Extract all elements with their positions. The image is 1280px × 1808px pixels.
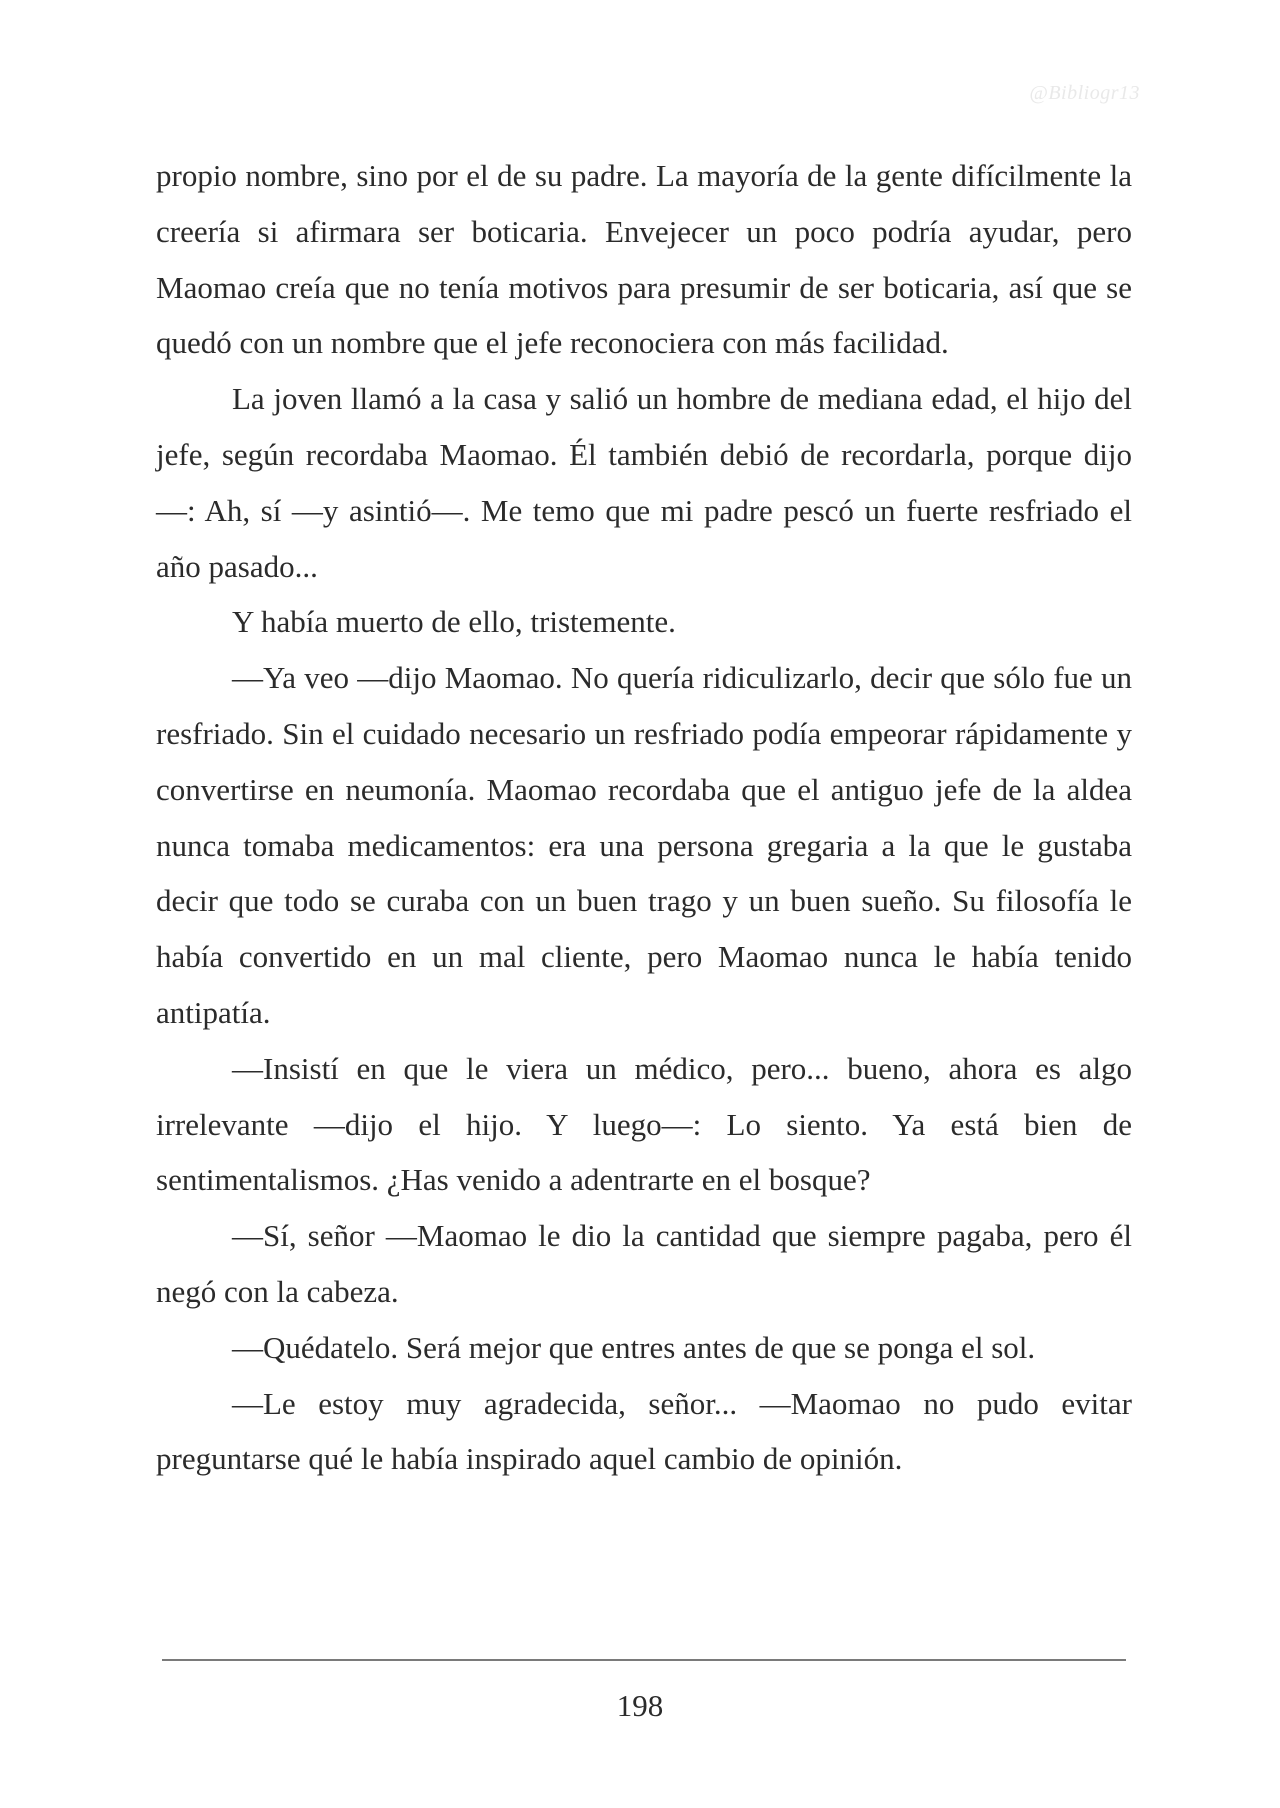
paragraph: —Ya veo —dijo Maomao. No quería ridiculizarlo, decir que sólo fue un resfriado. Sin el cuidado necesario un resfriado podía empeorar rápidamente y convertirse en neumonía. Maomao recordaba que el antiguo jefe de la aldea nunca tomaba medicamentos: era una persona gregaria a la que le gustaba decir que todo se curaba con un buen trago y un buen sueño. Su filosofía le había convertido en un mal cliente, pero Maomao nunca le había tenido antipatía. [156,660,1132,1030]
paragraph: —Quédatelo. Será mejor que entres antes de que se ponga el sol. [232,1329,1036,1365]
paragraph: —Insistí en que le viera un médico, pero... bueno, ahora es algo irrelevante —dijo el hijo. Y luego—: Lo siento. Ya está bien de sentimentalismos. ¿Has venido a adentrarte en el bosque? [156,1050,1132,1198]
paragraph: Y había muerto de ello, tristemente. [232,604,676,640]
page-number: 198 [616,1688,664,1723]
watermark: @Bibliogr13 [1029,82,1140,104]
paragraph: —Le estoy muy agradecida, señor... —Maomao no pudo evitar preguntarse qué le había inspirado aquel cambio de opinión. [156,1385,1132,1477]
paragraph: La joven llamó a la casa y salió un hombre de mediana edad, el hijo del jefe, según recordaba Maomao. Él también debió de recordarla, porque dijo—: Ah, sí —y asintió—. Me temo que mi padre pescó un fuerte resfriado el año pasado... [156,381,1132,584]
paragraph: —Sí, señor —Maomao le dio la cantidad que siempre pagaba, pero él negó con la cabeza. [156,1218,1132,1309]
paragraph: propio nombre, sino por el de su padre. La mayoría de la gente difícilmente la creería si afirmara ser boticaria. Envejecer un poco podría ayudar, pero Maomao creía que no tenía motivos para presumir de ser boticaria, así que se quedó con un nombre que el jefe reconociera con más facilidad. [156,158,1132,361]
body-text [156,148,1132,1487]
footer-divider [162,1659,1126,1661]
